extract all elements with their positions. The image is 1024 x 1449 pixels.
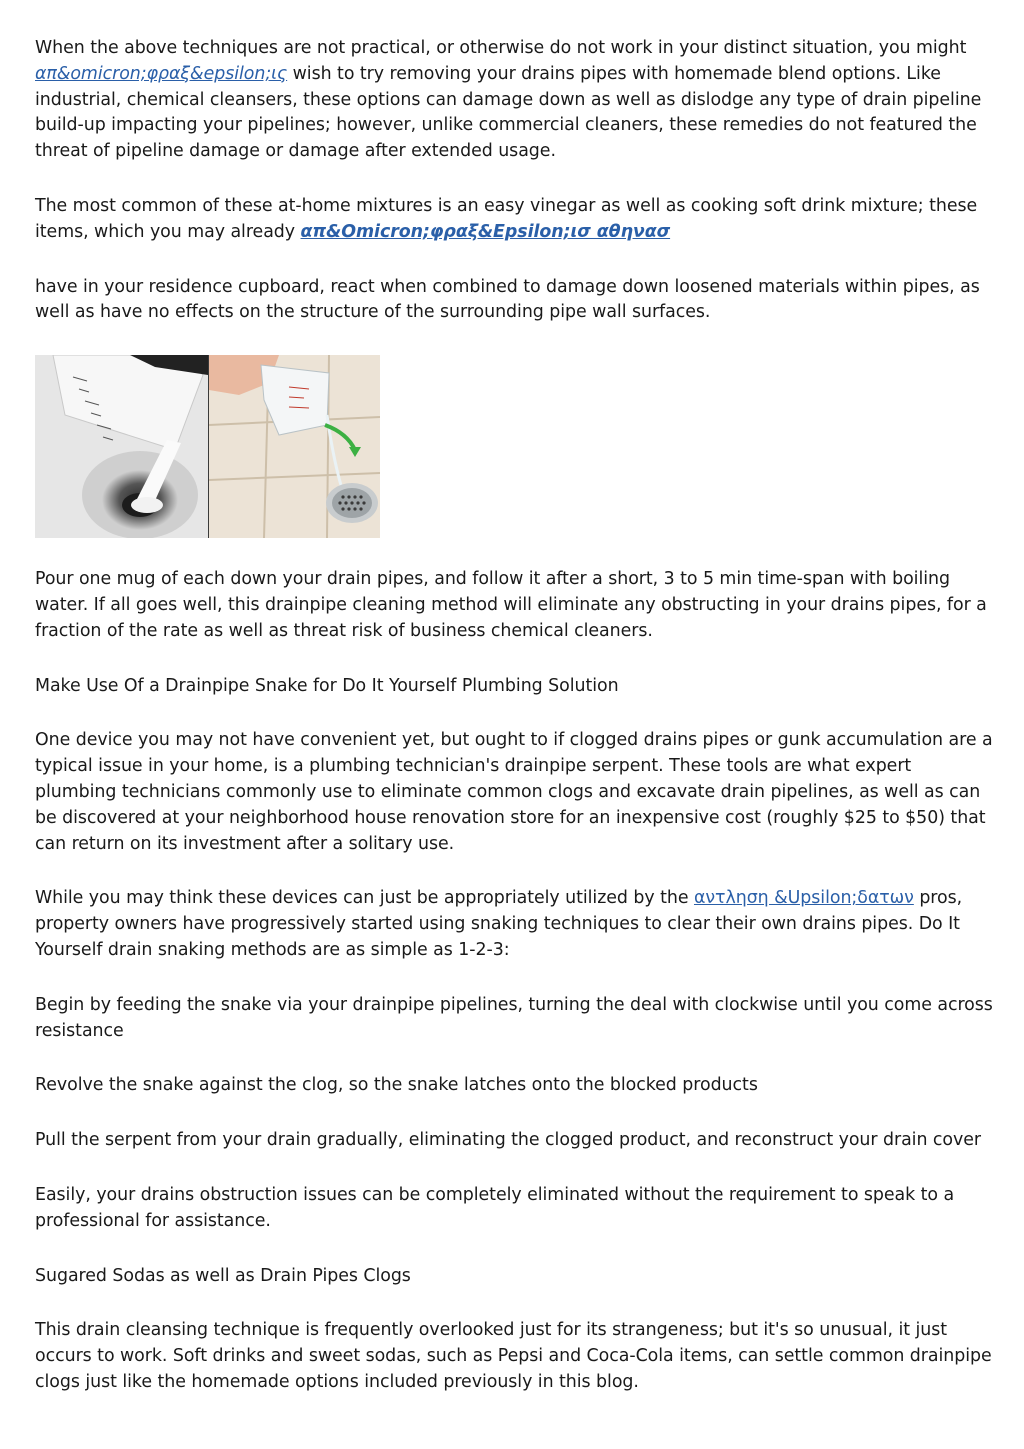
paragraph-text: wish to try removing your drains pipes with homemade blend options. Like industrial, chemical cleansers, these options can damage down as well as dislodge any type of drain pipeline build-up impacting your pipelines; however, unlike commercial cleaners, these remedies do not featured the threat of pipeline damage or damage after extended usage. <box>35 63 982 162</box>
inline-link-drain-unclog-athens[interactable]: απ&Omicron;φραξ&Epsilon;ισ αθηνασ <box>300 221 671 242</box>
step-3-pull-serpent: Pull the serpent from your drain gradually, eliminating the clogged product, and reconstruct your drain cover <box>35 1130 981 1151</box>
paragraph-devices-pros <box>35 886 995 963</box>
image-pouring-baking-soda <box>35 355 208 538</box>
paragraph-drain-serpent: One device you may not have convenient yet, but ought to if clogged drains pipes or gunk accumulation are a typical issue in your home, is a plumbing technician's drainpipe serpent. These tools are what expert plumbing technicians commonly use to eliminate common clogs and excavate drain pipelines, as well as can be discovered at your neighborhood house renovation store for an inexpensive cost (roughly $25 to $50) that can return on its investment after a solitary use. <box>35 730 993 854</box>
paragraph-intro <box>35 36 995 165</box>
section-heading-sugared-sodas: Sugared Sodas as well as Drain Pipes Clogs <box>35 1265 411 1286</box>
paragraph-cupboard: have in your residence cupboard, react when combined to damage down loosened materials within pipes, as well as have no effects on the structure of the surrounding pipe wall surfaces. <box>35 276 980 323</box>
image-pouring-vinegar <box>209 355 380 538</box>
inline-link-drain-unclog[interactable]: απ&omicron;φραξ&epsilon;ις <box>35 63 288 84</box>
paragraph-text: When the above techniques are not practical, or otherwise do not work in your distinct situation, you might <box>35 38 967 58</box>
vinegar-illustration <box>209 355 380 538</box>
step-1-feed-snake: Begin by feeding the snake via your drainpipe pipelines, turning the deal with clockwise until you come across resistance <box>35 994 993 1041</box>
paragraph-text: pros, property owners have progressively started using snaking techniques to clear their own drains pipes. Do It Yourself drain snaking methods are as simple as 1-2-3: <box>35 888 963 960</box>
paragraph-vinegar-soda <box>35 194 995 246</box>
article-image <box>35 355 380 538</box>
paragraph-text: While you may think these devices can just be appropriately utilized by the <box>35 888 694 909</box>
section-heading-drain-snake: Make Use Of a Drainpipe Snake for Do It Yourself Plumbing Solution <box>35 675 619 696</box>
baking-soda-illustration <box>35 355 208 538</box>
inline-link-water-pumping[interactable]: αντληση &Upsilon;δατων <box>693 888 914 909</box>
step-2-revolve-snake: Revolve the snake against the clog, so the snake latches onto the blocked products <box>35 1075 758 1096</box>
article-body <box>35 36 995 1396</box>
paragraph-soda-technique: This drain cleansing technique is frequently overlooked just for its strangeness; but it's so unusual, it just occurs to work. Soft drinks and sweet sodas, such as Pepsi and Coca-Cola items, can settle common drainpipe clogs just like the homemade options included previously in this blog. <box>35 1320 992 1392</box>
paragraph-pour-mug: Pour one mug of each down your drain pipes, and follow it after a short, 3 to 5 min time-span with boiling water. If all goes well, this drainpipe cleaning method will eliminate any obstructing in your drains pipes, for a fraction of the rate as well as threat risk of business chemical cleaners. <box>35 569 987 641</box>
paragraph-easily-eliminated: Easily, your drains obstruction issues can be completely eliminated without the requirement to speak to a professional for assistance. <box>35 1184 955 1231</box>
paragraph-text: The most common of these at-home mixtures is an easy vinegar as well as cooking soft drink mixture; these items, which you may already <box>35 195 978 242</box>
